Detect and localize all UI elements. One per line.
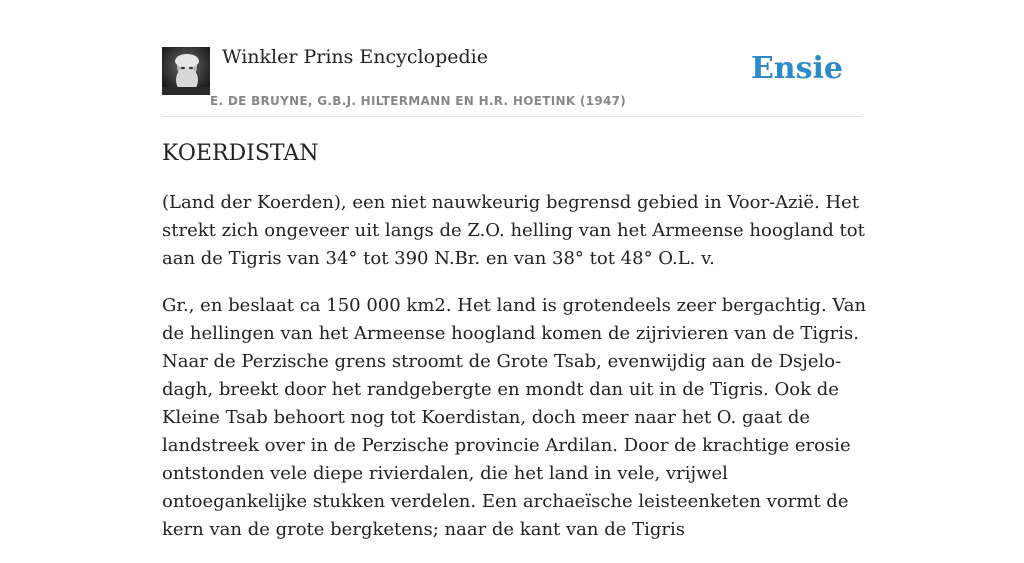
source-title[interactable]: Winkler Prins Encyclopedie <box>222 46 488 68</box>
article-title: KOERDISTAN <box>162 141 319 166</box>
portrait-photo-icon <box>162 47 210 95</box>
source-authors: E. DE BRUYNE, G.B.J. HILTERMANN EN H.R. HOETINK (1947) <box>210 94 627 108</box>
article <box>162 138 867 563</box>
brand-logo[interactable]: Ensie <box>750 51 843 86</box>
article-paragraph: Gr., en beslaat ca 150 000 km2. Het land is grotendeels zeer bergachtig. Van de hellingen van het Armeense hoogland komen de zijrivieren van de Tigris. Naar de Perzische grens stroomt de Grote Tsab, evenwijdig aan de Dsjelo-dagh, breekt door het randgebergte en mondt dan uit in de Tigris. Ook de Kleine Tsab behoort nog tot Koerdistan, doch meer naar het O. gaat de landstreek over in de Perzische provincie Ardilan. Door de krachtige erosie ontstonden vele diepe rivierdalen, die het land in vele, vrijwel ontoegankelijke stukken verdelen. Een archaeïsche leisteenketen vormt de kern van de grote bergketens; naar de kant van de Tigris <box>162 295 867 540</box>
source-header <box>162 45 862 117</box>
article-paragraph: (Land der Koerden), een niet nauwkeurig begrensd gebied in Voor-Azië. Het strekt zich ongeveer uit langs de Z.O. helling van het Armeense hoogland tot aan de Tigris van 34° tot 390 N.Br. en van 38° tot 48° O.L. v. <box>162 192 865 269</box>
author-avatar[interactable] <box>162 47 210 95</box>
